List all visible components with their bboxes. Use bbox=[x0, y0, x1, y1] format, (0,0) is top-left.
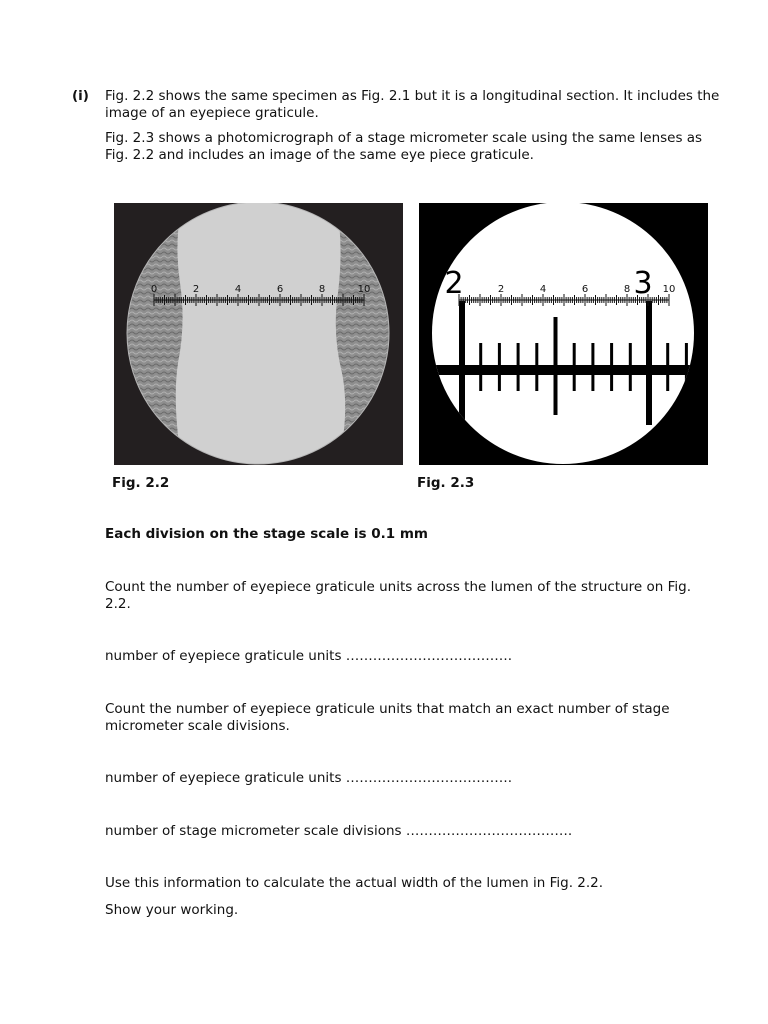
stage-major-tick bbox=[646, 301, 652, 425]
stage-division-tick bbox=[517, 343, 520, 391]
stage-division-tick bbox=[573, 343, 576, 391]
stage-division-tick bbox=[610, 343, 613, 391]
graticule-label: 10 bbox=[357, 284, 371, 295]
intro-paragraph-2: Fig. 2.3 shows a photomicrograph of a stage micrometer scale using the same lenses as Fig. 2.2 and includes an image of the same eye piece graticule. bbox=[105, 130, 703, 163]
stage-scale-number: 3 bbox=[633, 266, 653, 301]
stage-major-tick bbox=[459, 301, 465, 425]
stage-half-tick bbox=[554, 317, 558, 415]
stage-division-tick bbox=[498, 343, 501, 391]
graticule-label: 2 bbox=[192, 284, 200, 295]
task-show-working: Show your working. bbox=[105, 902, 239, 918]
graticule-label: 2 bbox=[497, 284, 505, 295]
fig-2-3-stage-micrometer bbox=[419, 203, 708, 465]
stage-division-tick bbox=[535, 343, 538, 391]
task-calculate: Use this information to calculate the actual width of the lumen in Fig. 2.2. bbox=[105, 875, 604, 891]
graticule-label: 4 bbox=[539, 284, 547, 295]
graticule-label: 8 bbox=[623, 284, 631, 295]
answer-line-stage-divisions: number of stage micrometer scale divisions ………………………………. bbox=[105, 823, 573, 839]
answer-line-eyepiece-units-2: number of eyepiece graticule units ………………………………. bbox=[105, 770, 513, 786]
graticule-label: 10 bbox=[662, 284, 676, 295]
graticule-label: 8 bbox=[318, 284, 326, 295]
intro-paragraph-1: Fig. 2.2 shows the same specimen as Fig. 2.1 but it is a longitudinal section. It includes the image of an eyepiece graticule. bbox=[105, 88, 720, 121]
answer-line-eyepiece-units-1: number of eyepiece graticule units ………………………………. bbox=[105, 648, 513, 664]
fig-2-2-caption: Fig. 2.2 bbox=[112, 475, 170, 491]
stage-division-tick bbox=[629, 343, 632, 391]
fig-2-2-micrograph bbox=[114, 203, 403, 465]
stage-division-tick bbox=[591, 343, 594, 391]
stage-division-tick bbox=[666, 343, 669, 391]
stage-division-tick bbox=[479, 343, 482, 391]
task-count-match: Count the number of eyepiece graticule units that match an exact number of stage micrometer scale divisions. bbox=[105, 701, 670, 734]
fig-2-3-caption: Fig. 2.3 bbox=[417, 475, 475, 491]
task-count-lumen: Count the number of eyepiece graticule units across the lumen of the structure on Fig. 2.2. bbox=[105, 579, 692, 612]
graticule-label: 6 bbox=[581, 284, 589, 295]
question-number: (i) bbox=[72, 88, 89, 104]
graticule-label: 6 bbox=[276, 284, 284, 295]
stage-scale-number: 2 bbox=[444, 266, 464, 301]
graticule-label: 0 bbox=[150, 284, 158, 295]
graticule-label: 4 bbox=[234, 284, 242, 295]
stage-scale-note: Each division on the stage scale is 0.1 mm bbox=[105, 526, 428, 542]
